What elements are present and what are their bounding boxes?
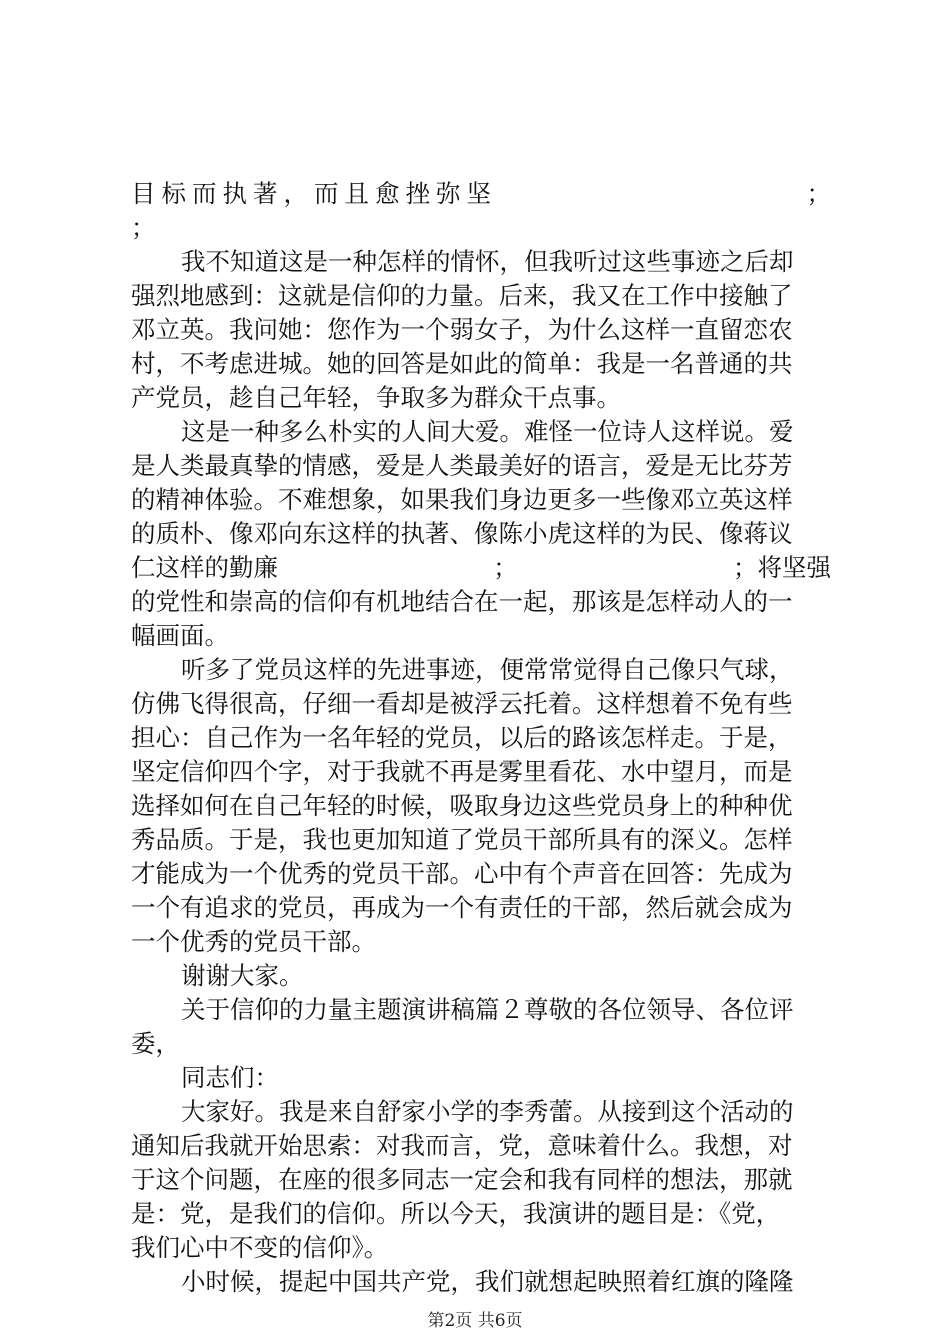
text-line: 的党性和崇高的信仰有机地结合在一起，那该是怎样动人的一 bbox=[131, 587, 793, 616]
text-line: 秀品质。于是，我也更加知道了党员干部所具有的深义。怎样 bbox=[131, 825, 793, 854]
text-line: 于这个问题，在座的很多同志一定会和我有同样的想法，那就 bbox=[131, 1165, 793, 1194]
page-number-footer: 第2页 共6页 bbox=[427, 1311, 523, 1331]
text-line bbox=[131, 551, 831, 585]
text-line: 小时候，提起中国共产党，我们就想起映照着红旗的隆隆 bbox=[181, 1267, 794, 1296]
text-line: 关于信仰的力量主题演讲稿篇２尊敬的各位领导、各位评 bbox=[181, 995, 794, 1024]
text-line: 同志们： bbox=[181, 1063, 279, 1092]
text-line: 幅画面。 bbox=[131, 621, 229, 650]
text-line: 谢谢大家。 bbox=[181, 961, 304, 990]
text-line: 强烈地感到：这就是信仰的力量。后来，我又在工作中接触了 bbox=[131, 281, 793, 310]
text-line: 仿佛飞得很高，仔细一看却是被浮云托着。这样想着不免有些 bbox=[131, 689, 793, 718]
text-line: 我们心中不变的信仰》。 bbox=[131, 1233, 389, 1262]
text-line: 的质朴、像邓向东这样的执著、像陈小虎这样的为民、像蒋议 bbox=[131, 519, 793, 548]
line-text: 仁这样的勤廉 bbox=[131, 553, 278, 582]
line-text: 目标而执著，而且愈挫弥坚 bbox=[131, 179, 497, 208]
text-line: 大家好。我是来自舒家小学的李秀蕾。从接到这个活动的 bbox=[181, 1097, 794, 1126]
text-line: 的精神体验。不难想象，如果我们身边更多一些像邓立英这样 bbox=[131, 485, 793, 514]
text-line bbox=[131, 211, 831, 245]
text-line: 才能成为一个优秀的党员干部。心中有个声音在回答：先成为 bbox=[131, 859, 793, 888]
text-line: 是：党，是我们的信仰。所以今天，我演讲的题目是：《党， bbox=[131, 1199, 781, 1228]
text-line: 一个有追求的党员，再成为一个有责任的干部，然后就会成为 bbox=[131, 893, 793, 922]
text-line: 一个优秀的党员干部。 bbox=[131, 927, 376, 956]
line-text: ；将坚强 bbox=[733, 553, 831, 582]
text-line: 听多了党员这样的先进事迹，便常常觉得自己像只气球， bbox=[181, 655, 794, 684]
text-line: 邓立英。我问她：您作为一个弱女子，为什么这样一直留恋农 bbox=[131, 315, 793, 344]
text-line: 选择如何在自己年轻的时候，吸取身边这些党员身上的种种优 bbox=[131, 791, 793, 820]
text-line: 坚定信仰四个字，对于我就不再是雾里看花、水中望月，而是 bbox=[131, 757, 793, 786]
text-line: 村，不考虑进城。她的回答是如此的简单：我是一名普通的共 bbox=[131, 349, 793, 378]
line-text: ； bbox=[131, 213, 156, 242]
text-line: 通知后我就开始思索：对我而言，党，意味着什么。我想，对 bbox=[131, 1131, 793, 1160]
text-line: 是人类最真挚的情感，爱是人类最美好的语言，爱是无比芬芳 bbox=[131, 451, 793, 480]
text-line: 产党员，趁自己年轻，争取多为群众干点事。 bbox=[131, 383, 621, 412]
line-text: ； bbox=[806, 179, 831, 208]
text-line: 我不知道这是一种怎样的情怀，但我听过这些事迹之后却 bbox=[181, 247, 794, 276]
text-line: 担心：自己作为一名年轻的党员，以后的路该怎样走。于是， bbox=[131, 723, 793, 752]
text-line: 委， bbox=[131, 1029, 180, 1058]
line-text: ； bbox=[493, 553, 518, 582]
text-line bbox=[131, 177, 831, 211]
text-line: 这是一种多么朴实的人间大爱。难怪一位诗人这样说。爱 bbox=[181, 417, 794, 446]
